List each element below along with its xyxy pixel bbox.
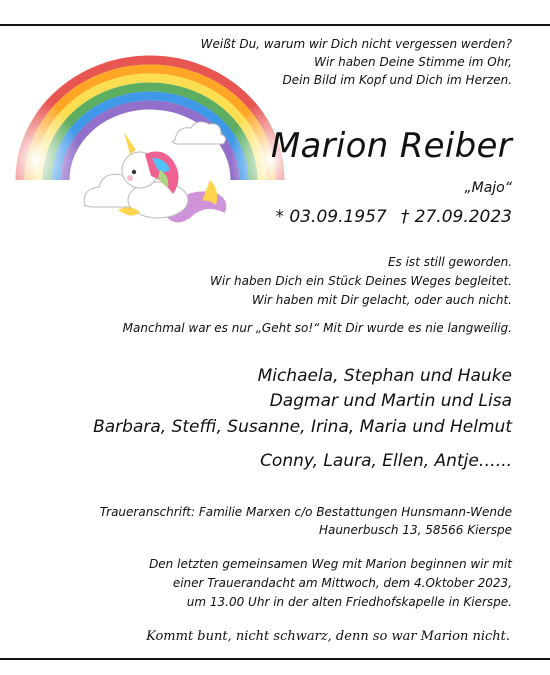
family-line-2: Dagmar und Martin und Lisa [269,391,512,411]
address-line-2: Haunerbusch 13, 58566 Kierspe [318,523,512,537]
death-date: 27.09.2023 [414,207,512,227]
closing-line: Kommt bunt, nicht schwarz, denn so war Marion nicht. [146,629,510,644]
cross-icon: † [400,207,410,227]
birth-date: * 03.09.1957 [275,207,387,227]
address-line-1: Traueranschrift: Familie Marxen c/o Bestattungen Hunsmann-Wende [99,505,512,519]
bottom-rule [0,658,550,660]
verse-line-3: Wir haben mit Dir gelacht, oder auch nicht. [251,293,512,307]
deceased-name: Marion Reiber [270,126,512,166]
family-line-4: Conny, Laura, Ellen, Antje…... [260,451,512,471]
top-rule [0,24,550,26]
rainbow-unicorn-illustration [0,30,300,230]
family-line-3: Barbara, Steffi, Susanne, Irina, Maria und Helmut [93,417,512,437]
ceremony-line-2: einer Trauerandacht am Mittwoch, dem 4.Oktober 2023, [172,576,512,590]
quote-line: Manchmal war es nur „Geht so!“ Mit Dir wurde es nie langweilig. [122,321,512,335]
family-line-1: Michaela, Stephan und Hauke [257,366,512,386]
deceased-nickname: „Majo“ [464,180,512,196]
poem-line-2: Wir haben Deine Stimme im Ohr, [314,55,512,69]
poem-line-1: Weißt Du, warum wir Dich nicht vergessen werden? [200,37,512,51]
ceremony-line-1: Den letzten gemeinsamen Weg mit Marion beginnen wir mit [149,557,512,571]
ceremony-line-3: um 13.00 Uhr in der alten Friedhofskapelle in Kierspe. [186,595,512,609]
unicorn-icon [118,132,226,222]
poem-line-3: Dein Bild im Kopf und Dich im Herzen. [282,73,512,87]
verse-line-2: Wir haben Dich ein Stück Deines Weges begleitet. [210,274,512,288]
life-dates [276,207,513,227]
verse-line-1: Es ist still geworden. [387,255,512,269]
